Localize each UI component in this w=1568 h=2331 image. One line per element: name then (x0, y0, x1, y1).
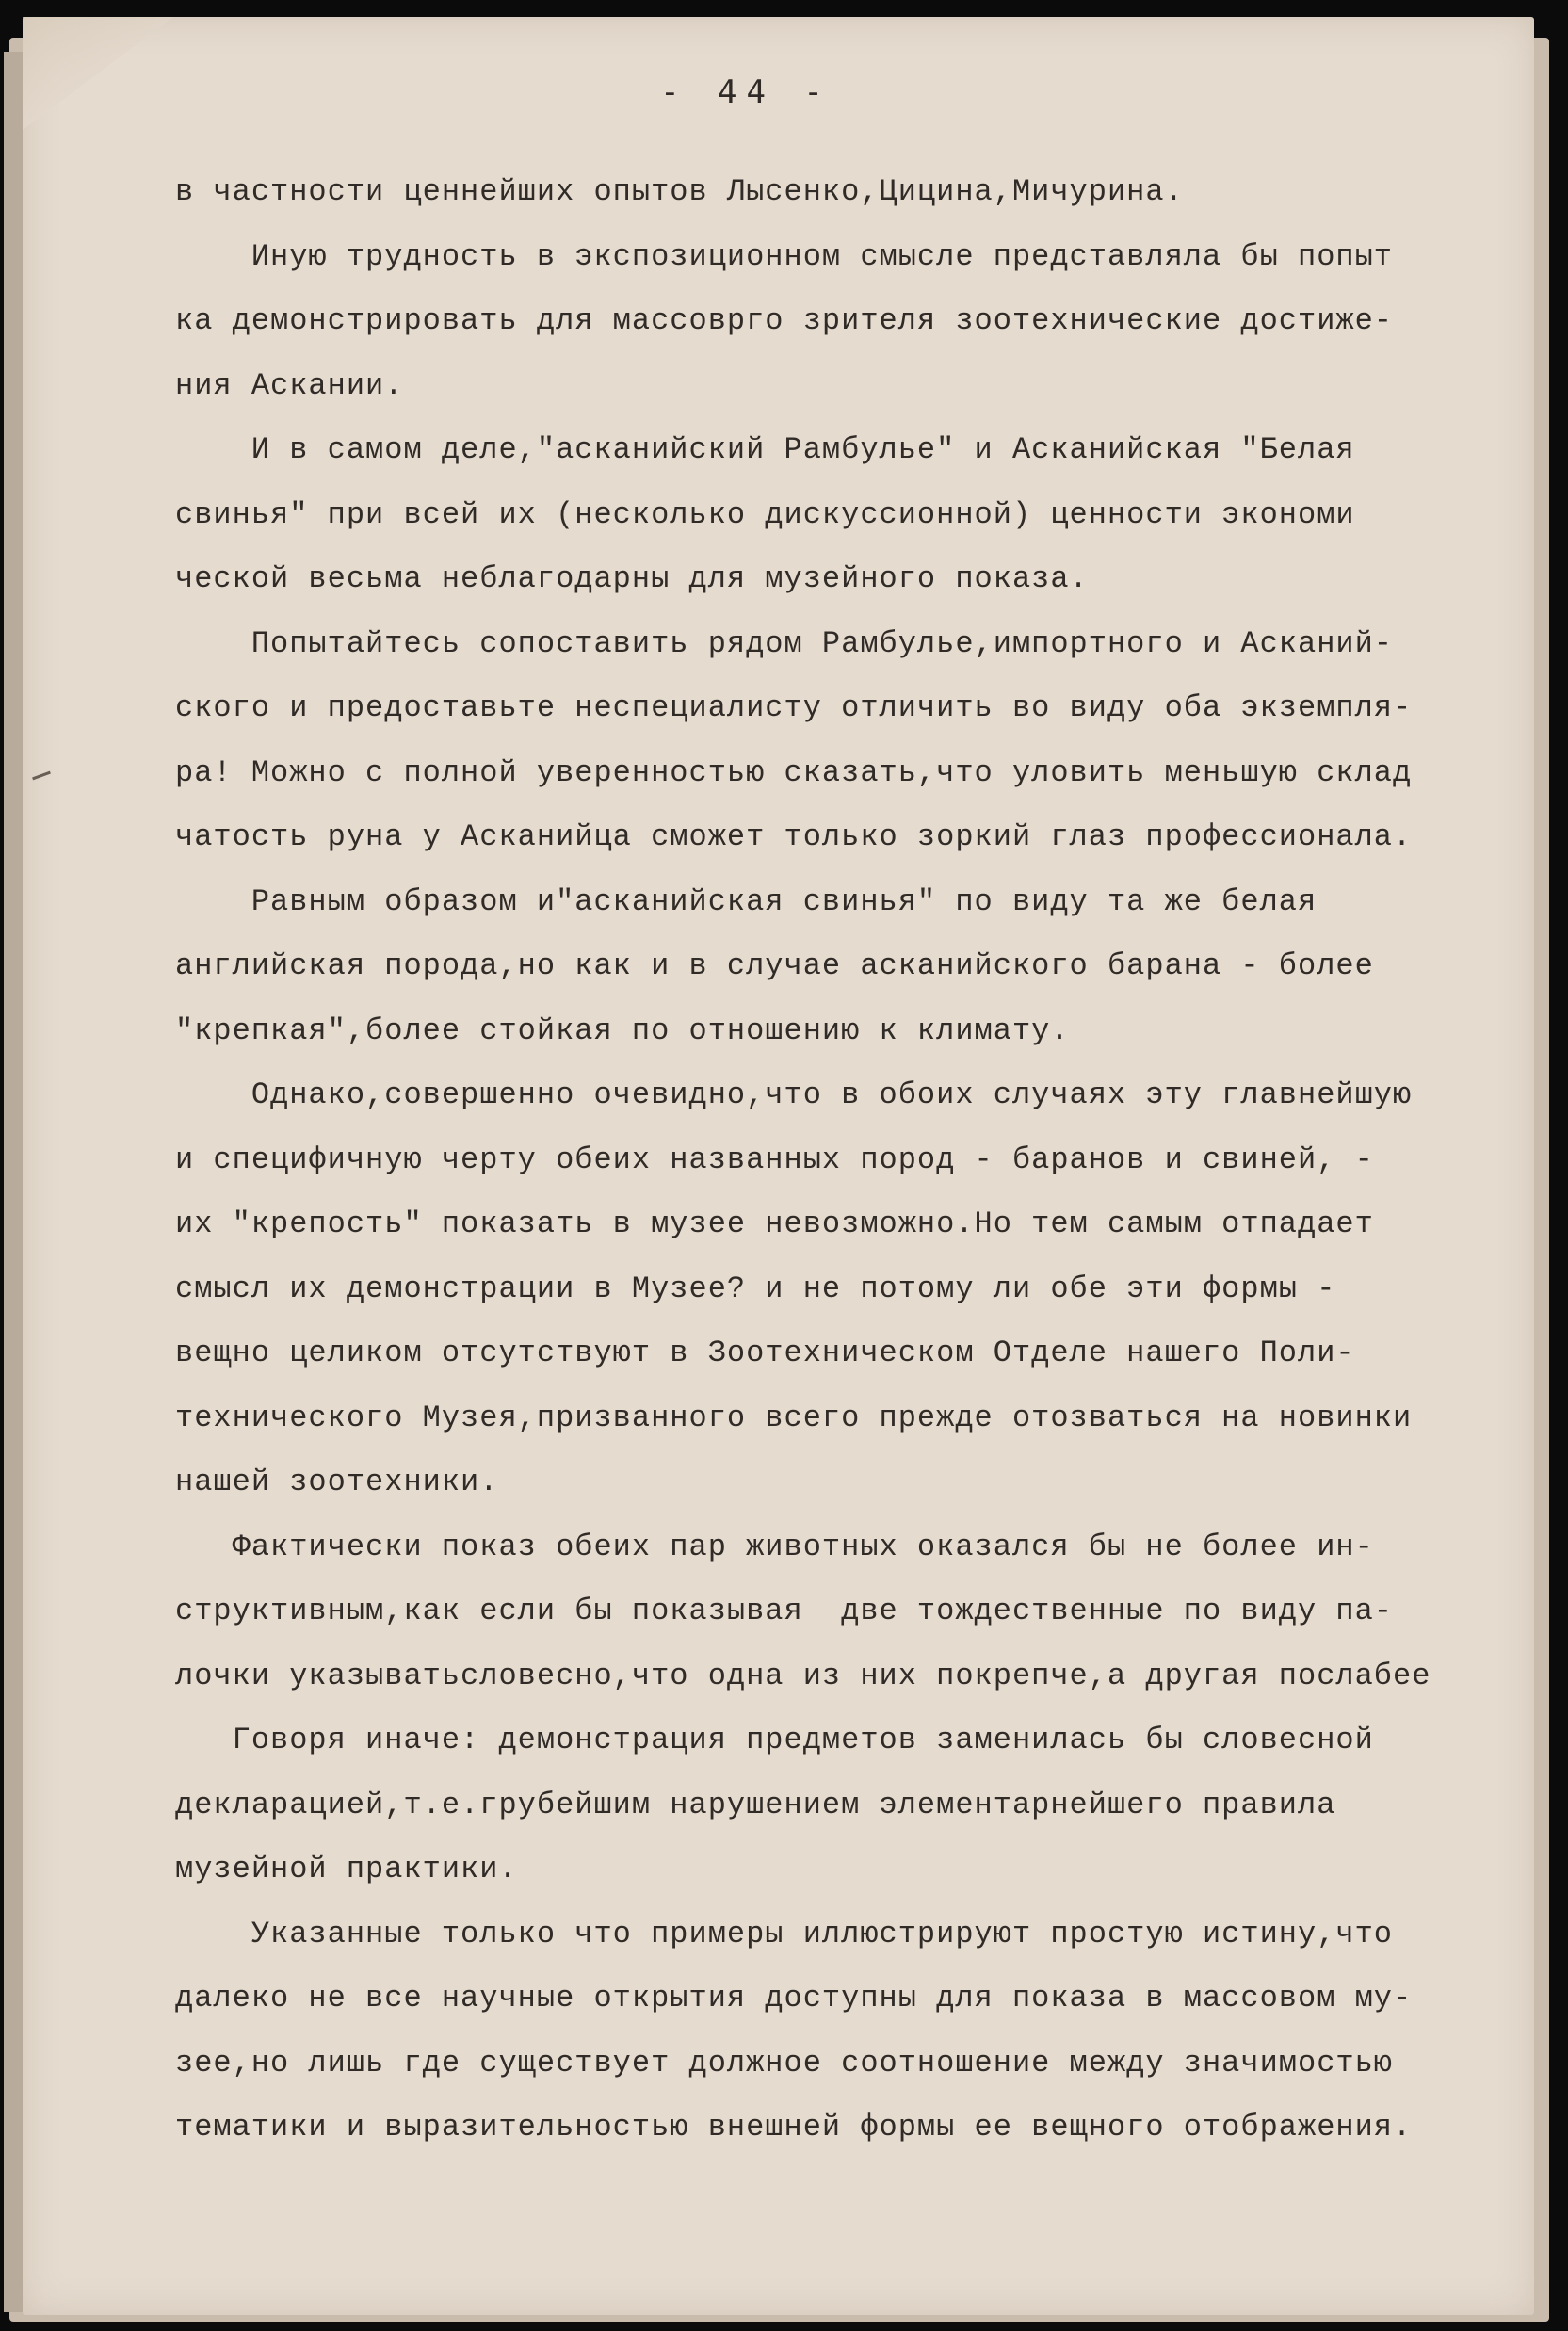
text-line: зее,но лишь где существует должное соотношение между значимостью (175, 2045, 1393, 2080)
text-line: лочки указыватьсловесно,что одна из них покрепче,а другая послабее (175, 1658, 1431, 1693)
text-line: ского и предоставьте неспециалисту отличить во виду оба экземпля- (175, 690, 1413, 725)
text-line: декларацией,т.е.грубейшим нарушением элементарнейшего правила (175, 1787, 1336, 1822)
text-line: структивным,как если бы показывая две тождественные по виду па- (175, 1594, 1393, 1628)
text-line: И в самом деле,"асканийский Рамбулье" и Асканийская "Белая (175, 432, 1355, 467)
text-line: Иную трудность в экспозиционном смысле представляла бы попыт (175, 238, 1393, 274)
text-line: тематики и выразительностью внешней формы ее вещного отображения. (175, 2110, 1413, 2145)
text-line: Однако,совершенно очевидно,что в обоих случаях эту главнейшую (175, 1077, 1413, 1112)
text-line: технического Музея,призванного всего прежде отозваться на новинки (175, 1400, 1413, 1435)
text-line: ра! Можно с полной уверенностью сказать,что уловить меньшую склад (175, 754, 1413, 790)
text-line: нашей зоотехники. (175, 1465, 499, 1499)
text-line: вещно целиком отсутствуют в Зоотехническом Отделе нашего Поли- (175, 1335, 1355, 1370)
text-line: их "крепость" показать в музее невозможно.Но тем самым отпадает (175, 1206, 1374, 1241)
text-line: ческой весьма неблагодарны для музейного показа. (175, 561, 1089, 596)
text-line: чатость руна у Асканийца сможет только зоркий глаз профессионала. (175, 819, 1413, 854)
text-line: Говоря иначе: демонстрация предметов заменилась бы словесной (175, 1723, 1374, 1757)
text-line: "крепкая",более стойкая по отношению к климату. (175, 1012, 1070, 1048)
text-line: смысл их демонстрации в Музее? и не потому ли обе эти формы - (175, 1271, 1336, 1306)
text-line: свинья" при всей их (несколько дискуссионной) ценности экономи (175, 496, 1355, 532)
text-line: и специфичную черту обеих названных пород - баранов и свиней, - (175, 1141, 1374, 1177)
text-line: ка демонстрировать для массоврго зрителя зоотехнические достиже- (175, 303, 1393, 338)
text-line: английская порода,но как и в случае асканийского барана - более (175, 948, 1374, 983)
text-line: Фактически показ обеих пар животных оказался бы не более ин- (175, 1529, 1374, 1564)
text-line: Равным образом и"асканийская свинья" по виду та же белая (175, 883, 1317, 919)
text-line: далеко не все научные открытия доступны для показа в массовом му- (175, 1981, 1413, 2015)
page-number: - 44 - (660, 73, 832, 111)
text-line: музейной практики. (175, 1852, 518, 1886)
text-line: в частности ценнейших опытов Лысенко,Цицина,Мичурина. (175, 174, 1184, 209)
text-line: Указанные только что примеры иллюстрируют простую истину,что (175, 1916, 1393, 1951)
text-line: Попытайтесь сопоставить рядом Рамбулье,импортного и Асканий- (175, 625, 1393, 661)
text-line: ния Аскании. (175, 367, 404, 403)
typed-text-body (175, 160, 1512, 2161)
